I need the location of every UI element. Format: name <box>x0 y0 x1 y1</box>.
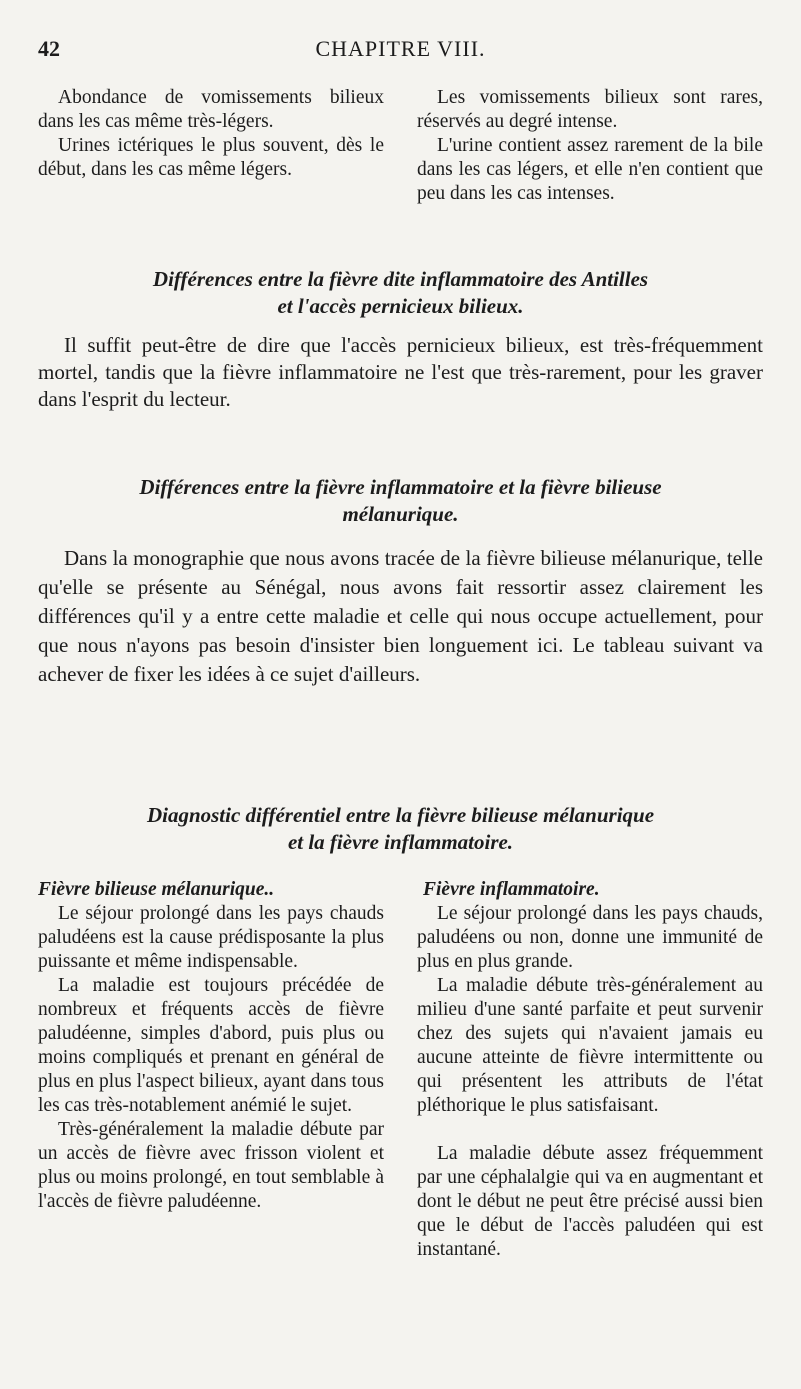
paragraph: L'urine contient assez rarement de la bile dans les cas légers, et elle n'en contient que peu dans les cas intenses. <box>417 135 763 204</box>
paragraph: Urines ictériques le plus souvent, dès le début, dans les cas même légers. <box>38 135 384 180</box>
paragraph: La maladie débute assez fréquemment par une céphalalgie qui va en augmentant et dont le début ne peut être précisé aussi bien que le début de l'accès paludéen qui est instantané. <box>417 1143 763 1260</box>
section-antilles <box>38 266 763 413</box>
page-number: 42 <box>38 36 60 61</box>
paragraph: Les vomissements bilieux sont rares, réservés au degré intense. <box>417 87 763 132</box>
running-title: CHAPITRE VIII. <box>315 36 486 61</box>
paragraph: Le séjour prolongé dans les pays chauds paludéens est la cause prédisposante la plus puissante et même indispensable. <box>38 903 384 972</box>
paragraph: La maladie débute très-généralement au milieu d'une santé parfaite et peut survenir chez des sujets qui n'avaient jamais eu aucune atteinte de fièvre intermittente ou qui présentent les attributs de l'état pléthorique le plus satisfaisant. <box>417 975 763 1116</box>
column-heading: Fièvre inflammatoire. <box>423 879 600 900</box>
paragraph: La maladie est toujours précédée de nombreux et fréquents accès de fièvre paludéenne, simples d'abord, puis plus ou moins compliqués et prenant en général de plus en plus l'aspect bilieux, ayant dans tous les cas très-notablement anémié le sujet. <box>38 975 384 1116</box>
paragraph: Très-généralement la maladie débute par un accès de fièvre avec frisson violent et plus ou moins prolongé, en tout semblable à l'accès de fièvre paludéenne. <box>38 1119 384 1212</box>
section-melanurique <box>38 474 763 689</box>
section-title: Diagnostic différentiel entre la fièvre bilieuse mélanurique <box>146 803 655 827</box>
diagnostic-right-column <box>417 878 763 1262</box>
paragraph: Le séjour prolongé dans les pays chauds, paludéens ou non, donne une immunité de plus en plus grande. <box>417 903 763 972</box>
section-title: et la fièvre inflammatoire. <box>287 830 514 854</box>
body-paragraph: Il suffit peut-être de dire que l'accès pernicieux bilieux, est très-fréquemment mortel, tandis que la fièvre inflammatoire ne l'est que très-rarement, pour les graver dans l'esprit du lecteur. <box>38 333 763 411</box>
page-header <box>38 36 763 64</box>
body-paragraph: Dans la monographie que nous avons tracée de la fièvre bilieuse mélanurique, telle qu'elle se présente au Sénégal, nous avons fait ressortir assez clairement les différences qu'il y a entre cette maladie et celle qui nous occupe actuellement, pour que nous n'ayons pas besoin d'insister bien longuement ici. Le tableau suivant va achever de fixer les idées à ce sujet d'ailleurs. <box>38 546 763 686</box>
diagnostic-left-column <box>38 878 384 1262</box>
section-title: Différences entre la fièvre inflammatoire et la fièvre bilieuse <box>139 475 662 499</box>
section-title: mélanurique. <box>342 502 459 526</box>
section-title: et l'accès pernicieux bilieux. <box>277 294 524 318</box>
section-diagnostic <box>38 802 763 856</box>
top-comparison <box>38 86 763 206</box>
diagnostic-table <box>38 878 763 1262</box>
top-comparison-left <box>38 86 384 206</box>
column-heading: Fièvre bilieuse mélanurique.. <box>38 879 275 900</box>
top-comparison-right <box>417 86 763 206</box>
section-title: Différences entre la fièvre dite inflammatoire des Antilles <box>152 267 649 291</box>
paragraph: Abondance de vomissements bilieux dans les cas même très-légers. <box>38 87 384 132</box>
